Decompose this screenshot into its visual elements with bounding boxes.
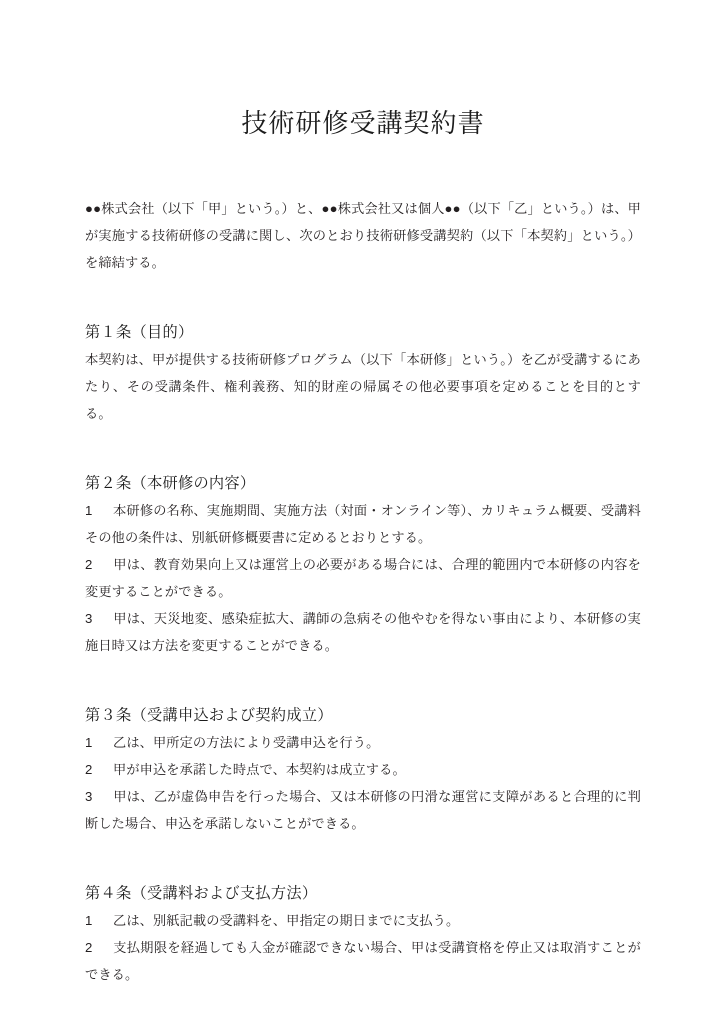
- clause-text: 乙は、別紙記載の受講料を、甲指定の期日までに支払う。: [113, 913, 460, 928]
- article-body: [85, 907, 641, 988]
- document-content: [85, 0, 641, 988]
- clause-text: 甲は、教育効果向上又は運営上の必要がある場合には、合理的範囲内で本研修の内容を変更することができる。: [85, 557, 641, 599]
- article-clause: [85, 729, 641, 756]
- article-clause: [85, 756, 641, 783]
- article-heading: 第２条（本研修の内容）: [85, 475, 256, 492]
- clause-number: 2: [85, 557, 93, 572]
- article-heading: 第１条（目的）: [85, 324, 194, 341]
- article: [85, 319, 641, 427]
- article-body: [85, 729, 641, 837]
- article-paragraph: 本契約は、甲が提供する技術研修プログラム（以下「本研修」という。）を乙が受講するにあたり、その受講条件、権利義務、知的財産の帰属その他必要事項を定めることを目的とする。: [85, 352, 641, 421]
- clause-number: 1: [85, 735, 93, 750]
- clause-number: 2: [85, 762, 93, 777]
- clause-text: 本研修の名称、実施期間、実施方法（対面・オンライン等）、カリキュラム概要、受講料その他の条件は、別紙研修概要書に定めるとおりとする。: [85, 503, 641, 545]
- clause-text: 甲は、天災地変、感染症拡大、講師の急病その他やむを得ない事由により、本研修の実施日時又は方法を変更することができる。: [85, 611, 641, 653]
- article-clause: [85, 783, 641, 837]
- clause-text: 甲が申込を承諾した時点で、本契約は成立する。: [113, 762, 406, 777]
- clause-text: 支払期限を経過しても入金が確認できない場合、甲は受講資格を停止又は取消すことができる。: [85, 940, 641, 982]
- article-spacer: [85, 659, 641, 702]
- clause-text: 乙は、甲所定の方法により受講申込を行う。: [113, 735, 380, 750]
- clause-number: 2: [85, 940, 93, 955]
- article-spacer: [85, 276, 641, 319]
- article-body: [85, 346, 641, 427]
- article-clause: [85, 907, 641, 934]
- article-clause: [85, 605, 641, 659]
- clause-number: 1: [85, 503, 93, 518]
- clause-text: 甲は、乙が虚偽申告を行った場合、又は本研修の円滑な運営に支障があると合理的に判断した場合、申込を承諾しないことができる。: [85, 789, 641, 831]
- articles-container: [85, 276, 641, 988]
- preamble-paragraph: ●●株式会社（以下「甲」という。）と、●●株式会社又は個人●●（以下「乙」という。）は、甲が実施する技術研修の受講に関し、次のとおり技術研修受講契約（以下「本契約」という。）を締結する。: [85, 201, 641, 270]
- clause-number: 1: [85, 913, 93, 928]
- article: [85, 470, 641, 659]
- article-clause: [85, 497, 641, 551]
- article-spacer: [85, 837, 641, 880]
- article-clause: [85, 551, 641, 605]
- article-body: [85, 497, 641, 659]
- clause-number: 3: [85, 611, 93, 626]
- clause-number: 3: [85, 789, 93, 804]
- article-spacer: [85, 427, 641, 470]
- article: [85, 880, 641, 988]
- article-heading: 第４条（受講料および支払方法）: [85, 885, 318, 902]
- article: [85, 702, 641, 837]
- article-heading: 第３条（受講申込および契約成立）: [85, 707, 333, 724]
- article-clause: [85, 934, 641, 988]
- document-title: 技術研修受講契約書: [241, 108, 485, 138]
